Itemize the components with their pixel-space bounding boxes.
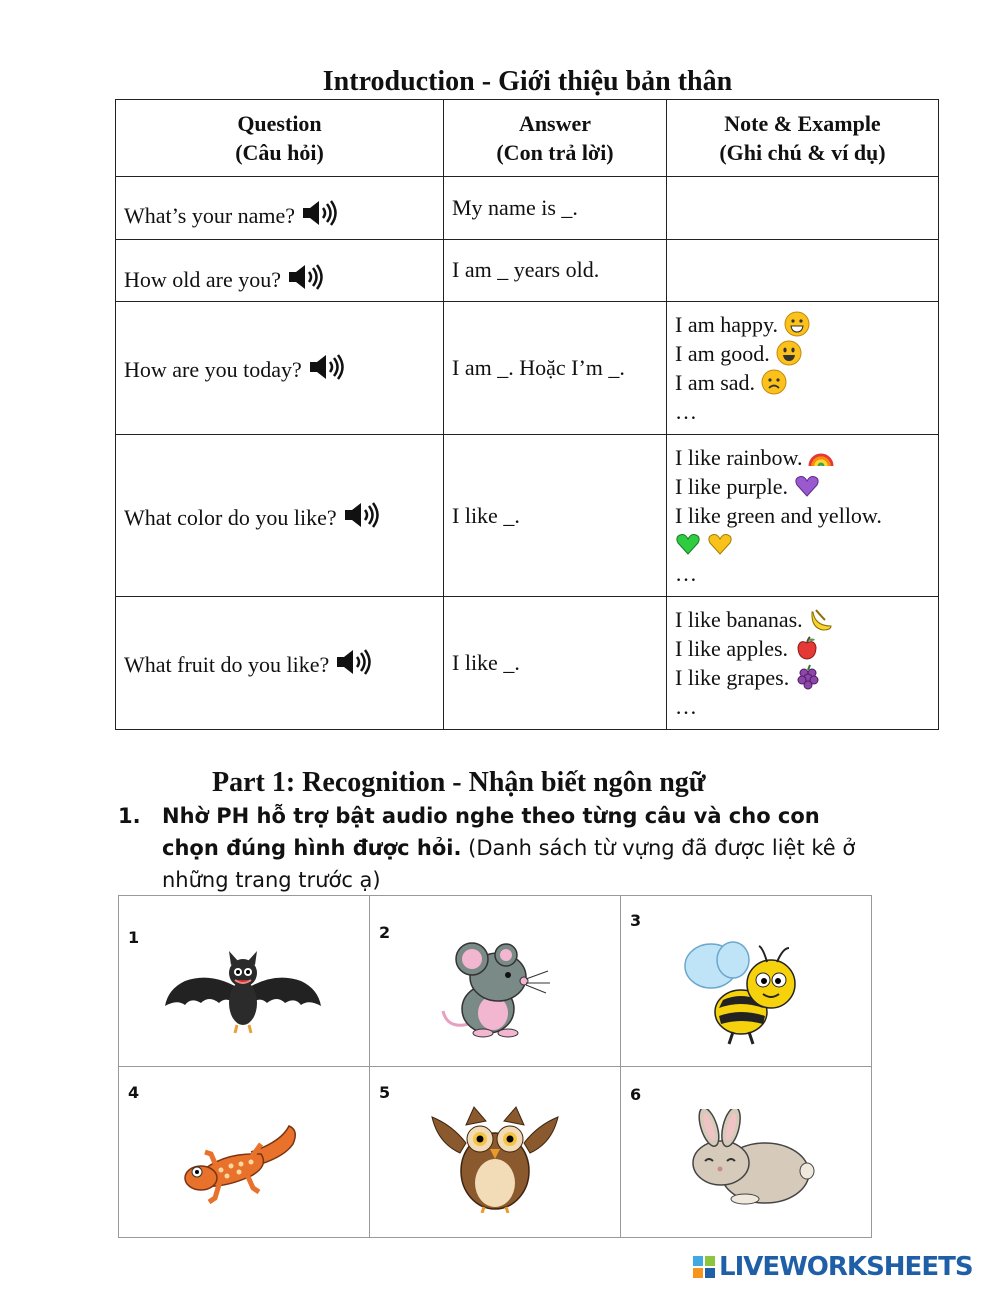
table-row xyxy=(116,435,939,597)
green-heart-icon xyxy=(675,531,701,557)
picture-number: 5 xyxy=(379,1083,391,1102)
purple-heart-icon xyxy=(794,473,820,499)
table-row xyxy=(116,597,939,730)
speaker-icon[interactable] xyxy=(287,263,325,291)
picture-cell-3[interactable] xyxy=(621,896,872,1067)
picture-cell-5[interactable] xyxy=(370,1067,621,1238)
mouse-picture[interactable] xyxy=(438,941,553,1041)
picture-number: 4 xyxy=(128,1083,140,1102)
table-row xyxy=(116,177,939,240)
bee-picture[interactable] xyxy=(683,938,813,1053)
picture-cell-2[interactable] xyxy=(370,896,621,1067)
picture-number: 2 xyxy=(379,923,391,942)
smiling-face-icon xyxy=(776,340,802,366)
picture-cell-6[interactable] xyxy=(621,1067,872,1238)
banana-icon xyxy=(809,606,835,632)
note-cell: I like rainbow. I like purple. I like green and yellow. … xyxy=(667,435,939,597)
instruction-bold: Nhờ PH hỗ trợ bật audio nghe theo từng câu và cho con chọn đúng hình được hỏi. xyxy=(162,804,820,860)
note-cell: I am happy. I am good. I am sad. … xyxy=(667,302,939,435)
apple-icon xyxy=(794,635,820,661)
question-text: What’s your name? xyxy=(124,203,296,228)
note-cell xyxy=(667,240,939,302)
bat-picture[interactable] xyxy=(163,951,323,1036)
answer-text: I like _. xyxy=(444,597,667,730)
note-cell xyxy=(667,177,939,240)
owl-picture[interactable] xyxy=(430,1103,560,1213)
table-header-row xyxy=(116,100,939,177)
picture-grid xyxy=(118,895,872,1238)
part1-title: Part 1: Recognition - Nhận biết ngôn ngữ xyxy=(212,767,706,798)
intro-table xyxy=(115,99,939,730)
header-question: Question (Câu hỏi) xyxy=(116,100,444,177)
sad-face-icon xyxy=(761,369,787,395)
picture-number: 1 xyxy=(128,928,140,947)
question-text: What fruit do you like? xyxy=(124,652,330,677)
gecko-picture[interactable] xyxy=(181,1122,303,1210)
instruction-note: (Danh sách từ vựng đã được liệt kê ở những trang trước ạ) xyxy=(162,836,856,892)
picture-number: 6 xyxy=(630,1085,642,1104)
picture-cell-1[interactable] xyxy=(119,896,370,1067)
question-text: How old are you? xyxy=(124,267,282,292)
speaker-icon[interactable] xyxy=(335,648,373,676)
liveworksheets-logo-icon xyxy=(692,1255,716,1279)
rainbow-icon xyxy=(808,444,834,470)
yellow-heart-icon xyxy=(707,531,733,557)
table-row xyxy=(116,302,939,435)
header-answer: Answer (Con trả lời) xyxy=(444,100,667,177)
header-note: Note & Example (Ghi chú & ví dụ) xyxy=(667,100,939,177)
liveworksheets-logo xyxy=(692,1252,973,1282)
instruction xyxy=(118,800,878,896)
question-text: What color do you like? xyxy=(124,504,337,530)
picture-number: 3 xyxy=(630,911,642,930)
table-row xyxy=(116,240,939,302)
logo-text: LIVEWORKSHEETS xyxy=(719,1252,973,1282)
answer-text: I am _. Hoặc I’m _. xyxy=(444,302,667,435)
picture-cell-4[interactable] xyxy=(119,1067,370,1238)
grapes-icon xyxy=(795,664,821,690)
speaker-icon[interactable] xyxy=(343,501,381,529)
intro-title: Introduction - Giới thiệu bản thân xyxy=(322,66,733,97)
speaker-icon[interactable] xyxy=(308,353,346,381)
answer-text: I am _ years old. xyxy=(444,240,667,302)
note-cell: I like bananas. I like apples. I like grapes. … xyxy=(667,597,939,730)
answer-text: I like _. xyxy=(444,435,667,597)
instruction-number: 1. xyxy=(118,804,141,828)
question-text: How are you today? xyxy=(124,357,302,382)
speaker-icon[interactable] xyxy=(301,199,339,227)
grinning-face-icon xyxy=(784,311,810,337)
answer-text: My name is _. xyxy=(444,177,667,240)
rabbit-picture[interactable] xyxy=(675,1109,815,1209)
